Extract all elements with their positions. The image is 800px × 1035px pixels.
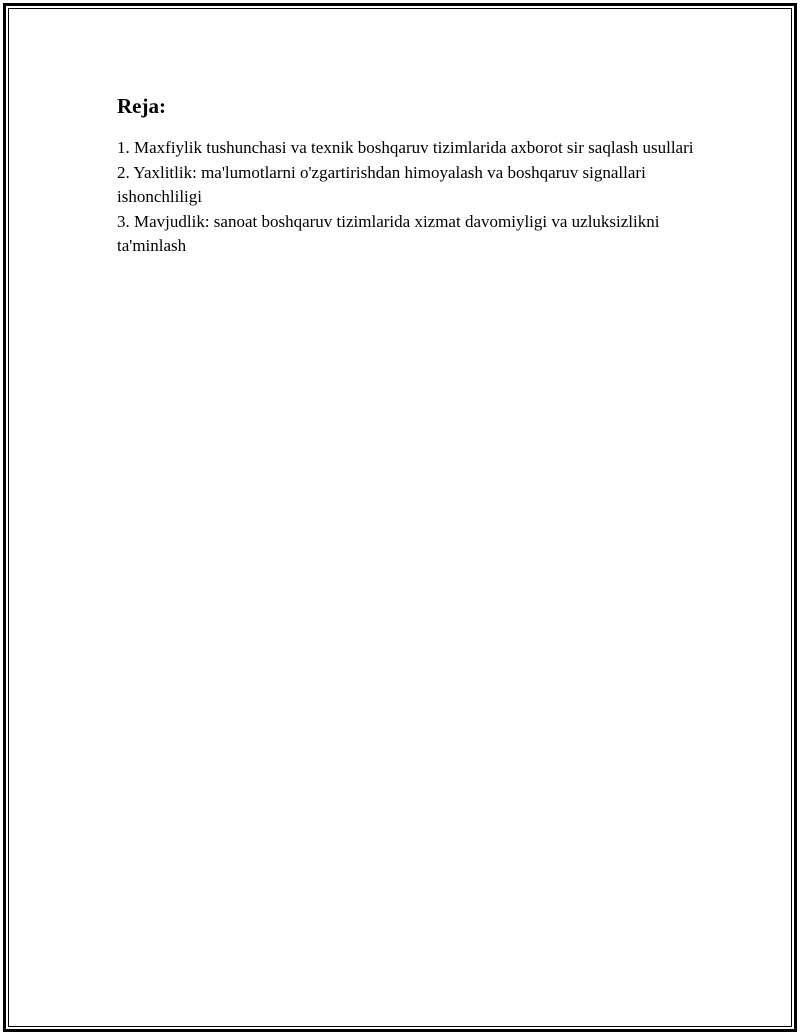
plan-item-2: 2. Yaxlitlik: ma'lumotlarni o'zgartirishdan himoyalash va boshqaruv signallari ishonchliligi [117, 162, 646, 206]
document-body [117, 92, 707, 259]
plan-heading: Reja: [117, 94, 166, 118]
plan-list [117, 136, 707, 259]
plan-item-3: 3. Mavjudlik: sanoat boshqaruv tizimlarida xizmat davomiyligi va uzluksizlikni ta'minlash [117, 211, 660, 255]
plan-item-1: 1. Maxfiylik tushunchasi va texnik boshqaruv tizimlarida axborot sir saqlash usullari [117, 138, 694, 157]
